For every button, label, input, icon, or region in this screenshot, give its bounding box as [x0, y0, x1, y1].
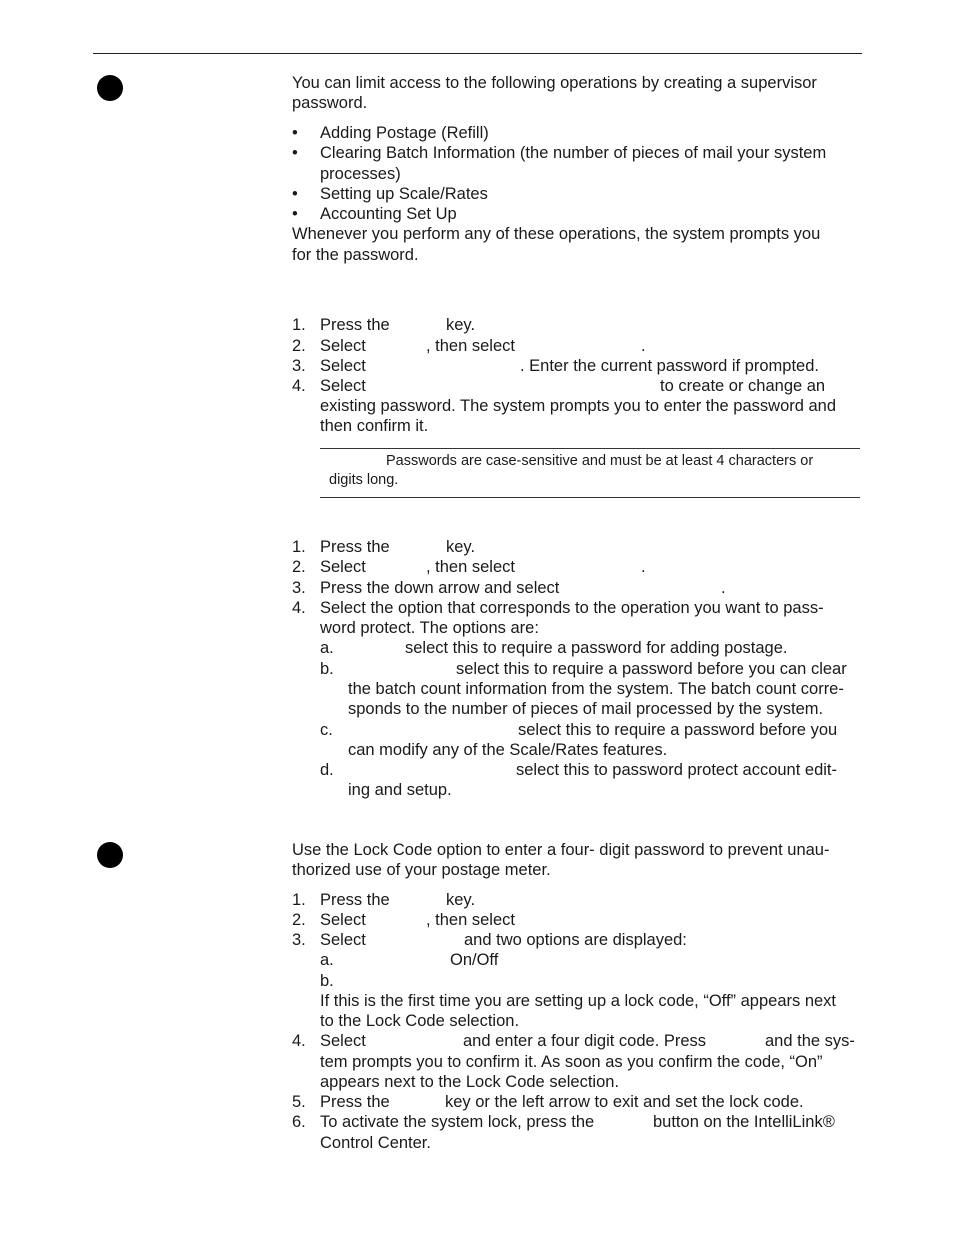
option-text: the batch count information from the system. The batch count corre- [348, 680, 844, 698]
intro-line-1: You can limit access to the following operations by creating a supervisor [292, 74, 817, 92]
bullet-item: Accounting Set Up [320, 205, 457, 223]
after-line-2: for the password. [292, 246, 419, 264]
step-text: key. [446, 538, 476, 556]
step-number: 4. [292, 1032, 306, 1050]
option-text: select this to require a password before you [518, 721, 838, 739]
lock-intro-line-1: Use the Lock Code option to enter a four- digit password to prevent unau- [292, 841, 830, 859]
step-text: key. [446, 891, 476, 909]
bullet-dot: • [292, 124, 298, 142]
step-text: To activate the system lock, press the [320, 1113, 595, 1131]
step-number: 3. [292, 357, 306, 375]
step-text: Control Center. [320, 1134, 431, 1152]
option-text: select this to require a password before you can clear [456, 660, 847, 678]
step-text: button on the IntelliLink® [653, 1113, 835, 1131]
option-letter: a. [320, 951, 334, 969]
note-rule-bottom [320, 497, 860, 498]
step-number: 1. [292, 316, 306, 334]
option-letter: a. [320, 639, 334, 657]
step-text: then confirm it. [320, 417, 429, 435]
step-text: , then select [426, 911, 515, 929]
step-text: . [721, 579, 726, 597]
step-text: and two options are displayed: [464, 931, 687, 949]
section-marker-icon [97, 842, 123, 868]
step-number: 3. [292, 579, 306, 597]
step-text: tem prompts you to confirm it. As soon as you confirm the code, “On” [320, 1053, 823, 1071]
step-text: key. [446, 316, 476, 334]
step-number: 1. [292, 538, 306, 556]
step-number: 2. [292, 911, 306, 929]
bullet-dot: • [292, 144, 298, 162]
note-rule-top [320, 448, 860, 449]
bullet-item: Clearing Batch Information (the number of pieces of mail your system [320, 144, 827, 162]
step-text: existing password. The system prompts you to enter the password and [320, 397, 837, 415]
step-text: Press the [320, 1093, 390, 1111]
step-text: word protect. The options are: [320, 619, 539, 637]
step-text: key or the left arrow to exit and set the lock code. [445, 1093, 804, 1111]
section-marker-icon [97, 75, 123, 101]
step-text: Select [320, 911, 366, 929]
step-text: . Enter the current password if prompted. [520, 357, 819, 375]
option-text: ing and setup. [348, 781, 452, 799]
step-text: Press the [320, 538, 390, 556]
option-letter: b. [320, 972, 334, 990]
step-text: , then select [426, 558, 515, 576]
note-text: Passwords are case-sensitive and must be at least 4 characters or [386, 453, 814, 469]
step-text: Select [320, 558, 366, 576]
intro-line-2: password. [292, 94, 368, 112]
step-text: and enter a four digit code. Press [463, 1032, 707, 1050]
option-letter: c. [320, 721, 333, 739]
bullet-dot: • [292, 205, 298, 223]
step-note: to the Lock Code selection. [320, 1012, 520, 1030]
step-text: appears next to the Lock Code selection. [320, 1073, 620, 1091]
step-text: Press the down arrow and select [320, 579, 560, 597]
note-text: digits long. [329, 472, 399, 488]
step-text: , then select [426, 337, 515, 355]
step-text: Select the option that corresponds to the operation you want to pass- [320, 599, 824, 617]
option-letter: b. [320, 660, 334, 678]
header-rule [93, 53, 862, 54]
step-note: If this is the first time you are setting up a lock code, “Off” appears next [320, 992, 837, 1010]
step-text: . [641, 558, 646, 576]
step-text: Select [320, 1032, 366, 1050]
step-number: 2. [292, 558, 306, 576]
step-text: Select [320, 377, 366, 395]
step-text: Select [320, 337, 366, 355]
option-text: On/Off [450, 951, 499, 969]
step-number: 4. [292, 599, 306, 617]
after-line-1: Whenever you perform any of these operations, the system prompts you [292, 225, 821, 243]
step-text: to create or change an [660, 377, 826, 395]
step-number: 5. [292, 1093, 306, 1111]
bullet-dot: • [292, 185, 298, 203]
option-text: select this to password protect account edit- [516, 761, 837, 779]
step-number: 2. [292, 337, 306, 355]
option-letter: d. [320, 761, 334, 779]
step-text: Select [320, 357, 366, 375]
step-text: Press the [320, 891, 390, 909]
option-text: can modify any of the Scale/Rates features. [348, 741, 668, 759]
step-number: 3. [292, 931, 306, 949]
step-text: and the sys- [765, 1032, 855, 1050]
step-number: 6. [292, 1113, 306, 1131]
bullet-item: Adding Postage (Refill) [320, 124, 489, 142]
step-number: 4. [292, 377, 306, 395]
lock-intro-line-2: thorized use of your postage meter. [292, 861, 551, 879]
bullet-item: Setting up Scale/Rates [320, 185, 488, 203]
step-text: Press the [320, 316, 390, 334]
option-text: select this to require a password for adding postage. [405, 639, 788, 657]
bullet-item-cont: processes) [320, 165, 401, 183]
step-text: Select [320, 931, 366, 949]
step-number: 1. [292, 891, 306, 909]
option-text: sponds to the number of pieces of mail processed by the system. [348, 700, 824, 718]
step-text: . [641, 337, 646, 355]
